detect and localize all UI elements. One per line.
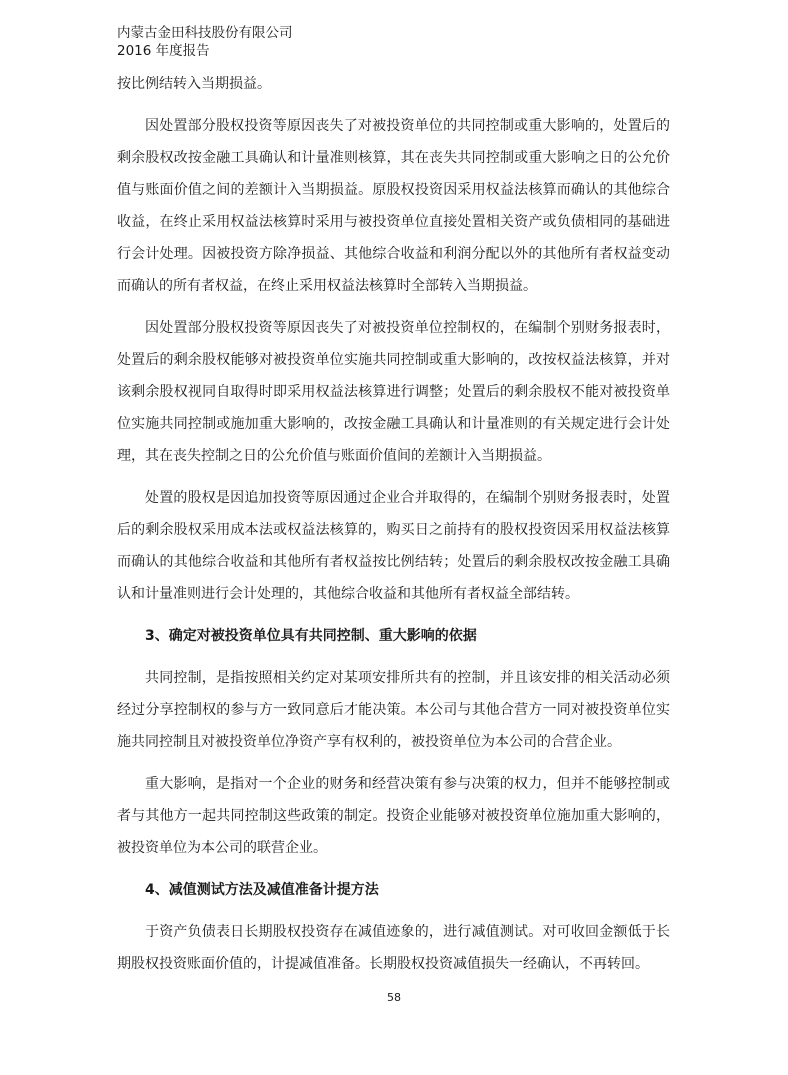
page-header (117, 24, 293, 60)
paragraph-impairment: 于资产负债表日长期股权投资存在减值迹象的，进行减值测试。对可收回金额低于长期股权投资账面价值的，计提减值准备。长期股权投资减值损失一经确认，不再转回。 (117, 924, 670, 972)
paragraph-joint-control: 共同控制，是指按照相关约定对某项安排所共有的控制，并且该安排的相关活动必须经过分享控制权的参与方一致同意后才能决策。本公司与其他合营方一同对被投资单位实施共同控制且对被投资单位净资产享有权利的，被投资单位为本公司的合营企业。 (117, 670, 670, 750)
section-heading-3: 3、确定对被投资单位具有共同控制、重大影响的依据 (145, 628, 477, 644)
paragraph-significant-influence: 重大影响，是指对一个企业的财务和经营决策有参与决策的权力，但并不能够控制或者与其他方一起共同控制这些政策的制定。投资企业能够对被投资单位施加重大影响的，被投资单位为本公司的联营企业。 (117, 776, 670, 856)
paragraph-business-combination: 处置的股权是因追加投资等原因通过企业合并取得的，在编制个别财务报表时，处置后的剩余股权采用成本法或权益法核算的，购买日之前持有的股权投资因采用权益法核算而确认的其他综合收益和其他所有者权益按比例结转；处置后的剩余股权改按金融工具确认和计量准则进行会计处理的，其他综合收益和其他所有者权益全部结转。 (117, 490, 670, 602)
page-number: 58 (387, 991, 401, 1004)
document-body (117, 68, 670, 980)
paragraph-loss-of-joint-control: 因处置部分股权投资等原因丧失了对被投资单位的共同控制或重大影响的，处置后的剩余股权改按金融工具确认和计量准则核算，其在丧失共同控制或重大影响之日的公允价值与账面价值之间的差额计入当期损益。原股权投资因采用权益法核算而确认的其他综合收益，在终止采用权益法核算时采用与被投资单位直接处置相关资产或负债相同的基础进行会计处理。因被投资方除净损益、其他综合收益和利润分配以外的其他所有者权益变动而确认的所有者权益，在终止采用权益法核算时全部转入当期损益。 (117, 118, 670, 294)
report-title: 2016 年度报告 (117, 43, 210, 59)
paragraph-loss-of-control: 因处置部分股权投资等原因丧失了对被投资单位控制权的，在编制个别财务报表时，处置后的剩余股权能够对被投资单位实施共同控制或重大影响的，改按权益法核算，并对该剩余股权视同自取得时即采用权益法核算进行调整；处置后的剩余股权不能对被投资单位实施共同控制或施加重大影响的，改按金融工具确认和计量准则的有关规定进行会计处理，其在丧失控制之日的公允价值与账面价值间的差额计入当期损益。 (117, 320, 670, 464)
section-heading-4: 4、减值测试方法及减值准备计提方法 (145, 882, 379, 898)
company-name: 内蒙古金田科技股份有限公司 (117, 25, 293, 41)
paragraph-continuation: 按比例结转入当期损益。 (117, 76, 271, 92)
